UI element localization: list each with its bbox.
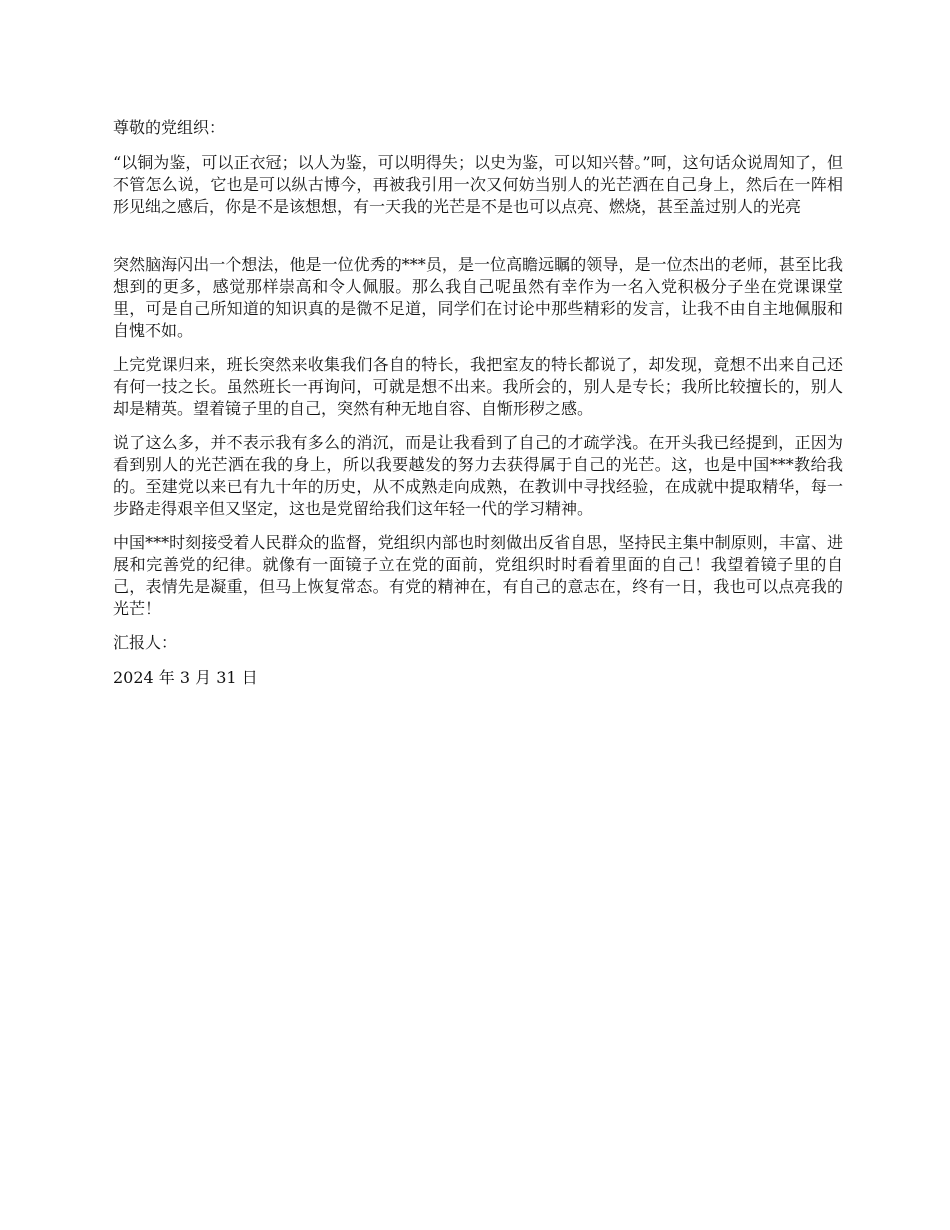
paragraph-1: “以铜为鉴，可以正衣冠；以人为鉴，可以明得失；以史为鉴，可以知兴替。”呵，这句话众说周知了，但不管怎么说，它也是可以纵古博今，再被我引用一次又何妨当别人的光芒洒在自己身上，然后在一阵相形见绌之感后，你是不是该想想，有一天我的光芒是不是也可以点亮、燃烧，甚至盖过别人的光亮 — [113, 153, 843, 216]
report-date: 2024 年 3 月 31 日 — [113, 668, 258, 687]
signature-label: 汇报人： — [113, 633, 178, 652]
greeting: 尊敬的党组织： — [113, 118, 226, 137]
paragraph-spacer — [113, 230, 843, 254]
paragraph-4: 说了这么多，并不表示我有多么的消沉，而是让我看到了自己的才疏学浅。在开头我已经提到，正因为看到别人的光芒洒在我的身上，所以我要越发的努力去获得属于自己的光芒。这，也是中国***教给我的。至建党以来已有九十年的历史，从不成熟走向成熟，在教训中寻找经验，在成就中提取精华，每一步路走得艰辛但又坚定，这也是党留给我们这年轻一代的学习精神。 — [113, 433, 843, 518]
paragraph-5: 中国***时刻接受着人民群众的监督，党组织内部也时刻做出反省自思，坚持民主集中制原则，丰富、进展和完善党的纪律。就像有一面镜子立在党的面前，党组织时时看着里面的自己！我望着镜子里的自己，表情先是凝重，但马上恢复常态。有党的精神在，有自己的意志在，终有一日，我也可以点亮我的光芒！ — [113, 533, 843, 618]
paragraph-3: 上完党课归来，班长突然来收集我们各自的特长，我把室友的特长都说了，却发现，竟想不出来自己还有何一技之长。虽然班长一再询问，可就是想不出来。我所会的，别人是专长；我所比较擅长的，别人却是精英。望着镜子里的自己，突然有种无地自容、自惭形秽之感。 — [113, 355, 843, 418]
paragraph-2: 突然脑海闪出一个想法，他是一位优秀的***员，是一位高瞻远瞩的领导，是一位杰出的老师，甚至比我想到的更多，感觉那样崇高和令人佩服。那么我自己呢虽然有幸作为一名入党积极分子坐在党课课堂里，可是自己所知道的知识真的是微不足道，同学们在讨论中那些精彩的发言，让我不由自主地佩服和自愧不如。 — [113, 255, 843, 340]
document-page — [113, 117, 843, 702]
